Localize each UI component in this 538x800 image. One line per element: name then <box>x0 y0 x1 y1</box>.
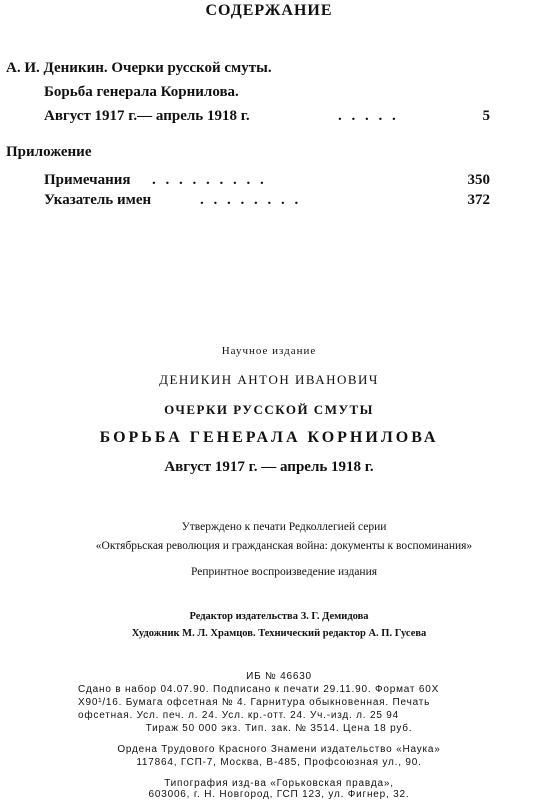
series-title: ОЧЕРКИ РУССКОЙ СМУТЫ <box>164 402 374 417</box>
book-title: БОРЬБА ГЕНЕРАЛА КОРНИЛОВА <box>99 429 439 446</box>
toc-entry-author-title: А. И. Деникин. Очерки русской смуты. <box>6 60 272 76</box>
publisher-line: 117864, ГСП-7, Москва, В-485, Профсоюзная ул., 90. <box>136 757 422 768</box>
toc-page-number: 350 <box>467 172 490 188</box>
editor-credit: Редактор издательства З. Г. Демидова <box>189 611 369 622</box>
approval-line: Утверждено к печати Редколлегией серии <box>181 521 387 533</box>
publisher-line: Ордена Трудового Красного Знамени издательство «Наука» <box>117 744 441 755</box>
toc-leader-dots: . . . . . . . . <box>200 192 302 208</box>
tech-line: ИБ № 46630 <box>246 671 312 682</box>
tech-line: Сдано в набор 04.07.90. Подписано к печати 29.11.90. Формат 60Х <box>78 684 440 695</box>
toc-entry-period: Август 1917 г.— апрель 1918 г. <box>44 108 250 124</box>
approval-line: «Октябрьская революция и гражданская война: документы к воспоминания» <box>95 540 473 552</box>
toc-entry-index: Указатель имен <box>44 192 152 208</box>
tech-line: Тираж 50 000 экз. Тип. зак. № 3514. Цена 18 руб. <box>145 723 413 734</box>
toc-leader-dots: . . . . . . . . . <box>152 172 267 188</box>
toc-leader-dots: . . . . . <box>338 108 399 124</box>
contents-title: СОДЕРЖАНИЕ <box>205 2 333 19</box>
tech-line: Х90¹/16. Бумага офсетная № 4. Гарнитура обыкновенная. Печать <box>78 697 431 708</box>
toc-entry-notes: Примечания <box>44 172 131 188</box>
edition-type: Научное издание <box>221 345 317 357</box>
tech-line: офсетная. Усл. печ. л. 24. Усл. кр.-отт. 24. Уч.-изд. л. 25 94 <box>78 710 399 721</box>
reprint-note: Репринтное воспроизведение издания <box>190 566 378 578</box>
artist-credit: Художник М. Л. Храмцов. Технический редактор А. П. Гусева <box>131 628 427 639</box>
author-name: ДЕНИКИН АНТОН ИВАНОВИЧ <box>159 372 379 387</box>
appendix-heading: Приложение <box>6 144 92 160</box>
toc-page-number: 5 <box>482 108 490 124</box>
printer-line: Типография изд-ва «Горьковская правда», <box>164 778 394 789</box>
toc-entry-subtitle: Борьба генерала Корнилова. <box>44 84 239 100</box>
book-period: Август 1917 г. — апрель 1918 г. <box>164 459 374 475</box>
toc-page-number: 372 <box>467 192 490 208</box>
printer-line: 603006, г. Н. Новгород, ГСП 123, ул. Фигнер, 32. <box>148 789 410 800</box>
